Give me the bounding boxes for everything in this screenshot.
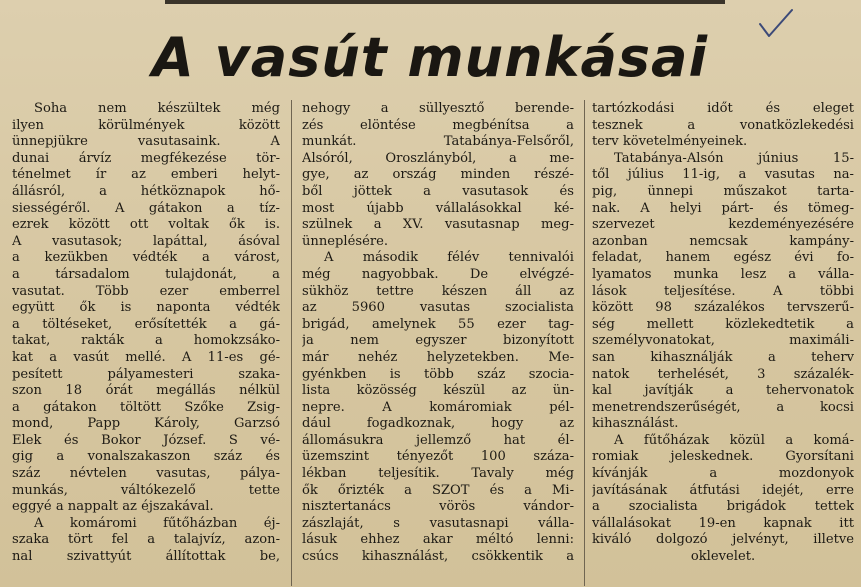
text-line: oklevelet. (690, 549, 756, 565)
text-line: szervezet kezdeményezésére (592, 217, 854, 233)
text-line: szaka tört fel a talajvíz, azon- (12, 532, 280, 548)
text-line: üzemszint tényezőt 100 száza- (302, 449, 574, 465)
text-line: natok terhelését, 3 százalék- (592, 366, 854, 382)
text-line: tesznek a vonatközlekedési (592, 117, 854, 133)
text-line: A második félév tennivalói (324, 250, 574, 266)
text-line: még nagyobbak. De elvégzé- (302, 266, 574, 282)
text-line: állásról, a hétköznapok hő- (12, 183, 280, 199)
text-line: dául fogadkoznak, hogy az (302, 416, 574, 432)
text-line: ők őrizték a SZOT és a Mi- (302, 482, 574, 498)
text-line: kiváló dolgozó jelvényt, illetve (592, 532, 854, 548)
text-line: nak. A helyi párt- és tömeg- (592, 200, 854, 216)
text-line: száz névtelen vasutas, pálya- (12, 466, 280, 482)
text-line: a társadalom tulajdonát, a (12, 266, 280, 282)
text-line: ünnepjükre vasutasaink. A (12, 134, 280, 150)
text-line: nal szivattyút állítottak be, (12, 549, 280, 565)
article-column-3 (592, 101, 854, 566)
text-line: feladat, hanem egész évi fo- (592, 250, 854, 266)
text-line: takat, rakták a homokzsáko- (12, 333, 280, 349)
text-line: ünneplésére. (302, 233, 389, 249)
column-divider (291, 100, 292, 586)
text-line: nisztertanács vörös vándor- (302, 499, 574, 515)
text-line: gyénkben is több száz szocia- (302, 366, 574, 382)
article-column-1 (12, 101, 280, 566)
text-line: gye, az ország minden részé- (302, 167, 574, 183)
text-line: A vasutasok; lapáttal, ásóval (12, 233, 280, 249)
text-line: javításának átfutási idejét, erre (592, 482, 854, 498)
text-line: között 98 százalékos tervszerű- (592, 300, 854, 316)
text-line: most újabb vállalásokkal ké- (302, 200, 574, 216)
text-line: együtt ők is naponta védték (12, 300, 280, 316)
text-line: az 5960 vasutas szocialista (302, 300, 574, 316)
text-line: lások teljesítése. A többi (592, 283, 854, 299)
text-line: ből jöttek a vasutasok és (302, 183, 574, 199)
top-rule (165, 0, 725, 4)
text-line: lyamatos munka lesz a válla- (592, 266, 854, 282)
check-mark-icon (756, 6, 796, 46)
text-line: a töltéseket, erősítették a gá- (12, 316, 280, 332)
text-line: szülnek a XV. vasutasnap meg- (302, 217, 574, 233)
text-line: ténelmet ír az emberi helyt- (12, 167, 280, 183)
text-line: kal javítják a tehervonatok (592, 383, 854, 399)
text-line: mond, Papp Károly, Garzsó (12, 416, 280, 432)
text-line: a szocialista brigádok tettek (592, 499, 854, 515)
article-column-2 (302, 101, 574, 566)
text-line: azonban nemcsak kampány- (592, 233, 854, 249)
text-line: nehogy a süllyesztő berende- (302, 101, 574, 116)
text-line: vasutat. Több ezer emberrel (12, 283, 280, 299)
text-line: brigád, amelynek 55 ezer tag- (302, 316, 574, 332)
text-line: san kihasználják a teherv (592, 349, 854, 365)
text-line: nepre. A komáromiak pél- (302, 399, 574, 415)
text-line: munkát. Tatabánya-Felsőről, (302, 134, 574, 150)
text-line: terv követelményeinek. (592, 134, 748, 150)
text-line: csúcs kihasználást, csökkentik a (302, 549, 574, 565)
text-line: gig a vonalszakaszon száz és (12, 449, 280, 465)
text-line: személyvonatokat, maximáli- (592, 333, 854, 349)
text-line: kívánják a mozdonyok (592, 466, 854, 482)
text-line: lékban teljesítik. Tavaly még (302, 466, 574, 482)
text-line: szon 18 órát megállás nélkül (12, 383, 280, 399)
text-line: kihasználást. (592, 416, 679, 432)
text-line: A fűtőházak közül a komá- (614, 432, 854, 448)
text-line: munkás, váltókezelő tette (12, 482, 280, 498)
text-line: a gátakon töltött Szőke Zsig- (12, 399, 280, 415)
text-line: eggyé a nappalt az éjszakával. (12, 499, 214, 515)
text-line: a kezükben védték a várost, (12, 250, 280, 266)
text-line: től július 11-ig, a vasutas na- (592, 167, 854, 183)
text-line: zés elöntése megbénítsa a (302, 117, 574, 133)
text-line: ezrek között ott voltak ők is. (12, 217, 280, 233)
text-line: vállalásokat 19-en kapnak itt (592, 515, 854, 531)
column-divider (584, 100, 585, 586)
text-line: állomásukra jellemző hat él- (302, 432, 574, 448)
text-line: ilyen körülmények között (12, 117, 280, 133)
text-line: siességéről. A gátakon a tíz- (12, 200, 280, 216)
text-line: már nehéz helyzetekben. Me- (302, 349, 574, 365)
text-line: Elek és Bokor József. S vé- (12, 432, 280, 448)
text-line: dunai árvíz megfékezése tör- (12, 150, 280, 166)
text-line: Tatabánya-Alsón június 15- (614, 150, 854, 166)
article-headline: A vasút munkásai (151, 26, 709, 89)
text-line: lista közösség készül az ün- (302, 383, 574, 399)
text-line: A komáromi fűtőházban éj- (34, 515, 280, 531)
text-line: pig, ünnepi műszakot tarta- (592, 183, 854, 199)
text-line: ja nem egyszer bizonyított (302, 333, 574, 349)
text-line: menetrendszerűségét, a kocsi (592, 399, 854, 415)
text-line: zászlaját, s vasutasnapi válla- (302, 515, 574, 531)
text-line: kat a vasút mellé. A 11-es gé- (12, 349, 280, 365)
text-line: romiak jeleskednek. Gyorsítani (592, 449, 854, 465)
text-line: tartózkodási időt és eleget (592, 101, 854, 116)
text-line: pesített pályamesteri szaka- (12, 366, 280, 382)
text-line: Soha nem készültek még (34, 101, 280, 116)
text-line: sükhöz tettre készen áll az (302, 283, 574, 299)
text-line: lásuk ehhez akar méltó lenni: (302, 532, 574, 548)
text-line: Alsóról, Oroszlányból, a me- (302, 150, 574, 166)
text-line: ség mellett közlekedtetik a (592, 316, 854, 332)
